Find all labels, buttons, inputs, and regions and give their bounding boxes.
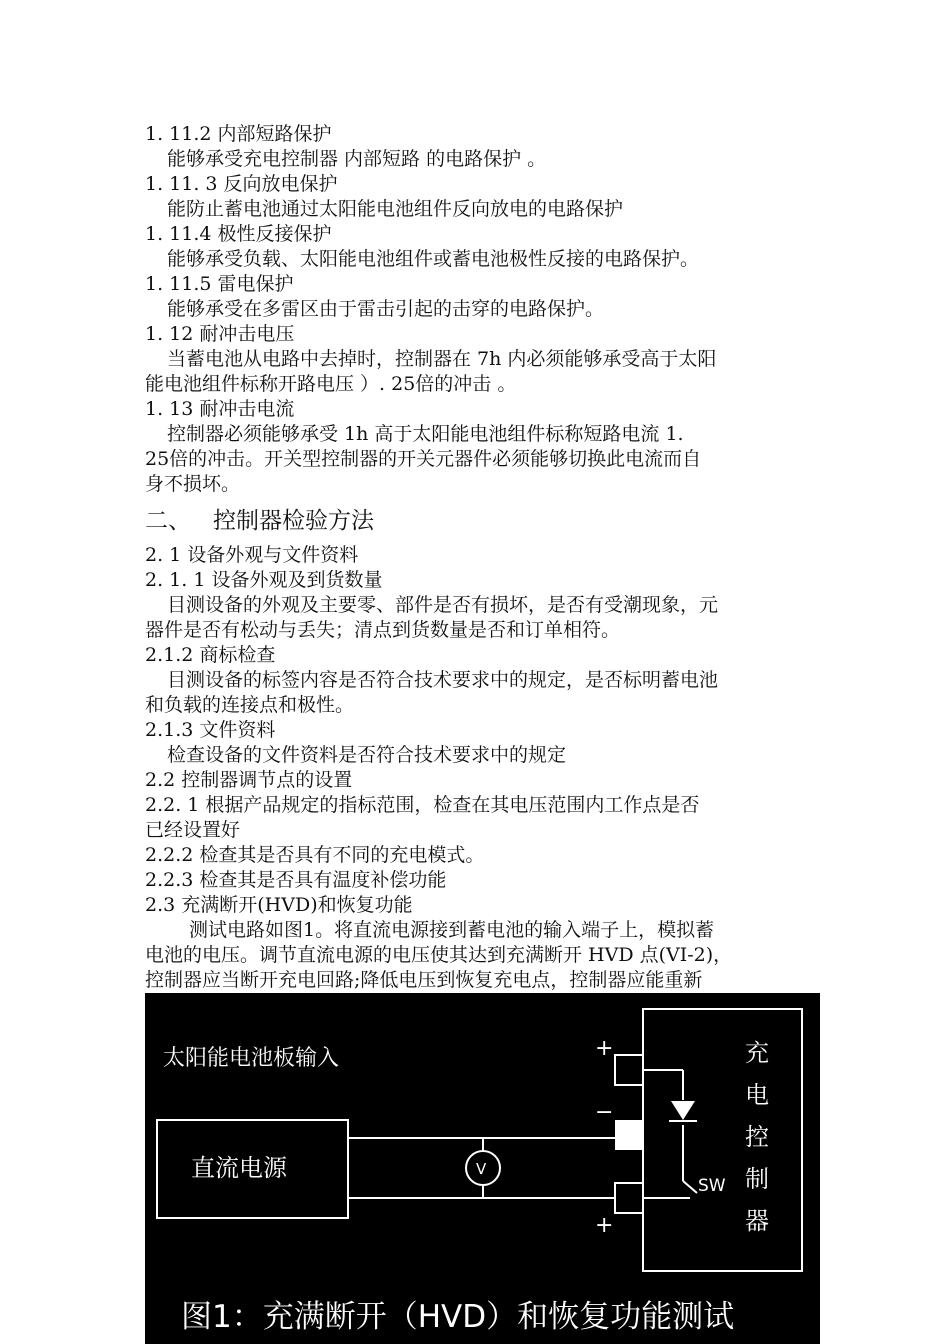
document-body: [145, 122, 810, 993]
heading-1-11-5: 1. 11.5 雷电保护: [145, 273, 294, 295]
controller-box: [643, 1009, 802, 1271]
plus-bottom-label: +: [595, 1213, 614, 1238]
switch-label: SW: [698, 1176, 726, 1196]
heading-2-1: 2. 1 设备外观与文件资料: [145, 544, 359, 566]
paragraph-line: 目测设备的外观及主要零、部件是否有损坏，是否有受潮现象，元: [167, 594, 719, 616]
heading-2-3: 2.3 充满断开(HVD)和恢复功能: [145, 894, 413, 916]
paragraph-line: 25倍的冲击。开关型控制器的开关元器件必须能够切换此电流而自: [145, 448, 702, 470]
controller-char-2: 电: [745, 1081, 769, 1109]
paragraph-line: 器件是否有松动与丢失；清点到货数量是否和订单相符。: [145, 619, 621, 641]
paragraph-line: 测试电路如图1。将直流电源接到蓄电池的输入端子上，模拟蓄: [189, 919, 715, 941]
heading-2-1-3: 2.1.3 文件资料: [145, 719, 276, 741]
heading-1-12: 1. 12 耐冲击电压: [145, 323, 295, 345]
paragraph-line: 和负载的连接点和极性。: [145, 694, 355, 716]
paragraph: 能够承受负载、太阳能电池组件或蓄电池极性反接的电路保护。: [167, 248, 700, 270]
terminal-bottom: [615, 1183, 643, 1213]
heading-2-2-1: 2.2. 1 根据产品规定的指标范围，检查在其电压范围内工作点是否: [145, 794, 700, 816]
paragraph-line: 检查设备的文件资料是否符合技术要求中的规定: [167, 744, 567, 766]
switch-blade: [683, 1181, 697, 1193]
heading-2-2-3: 2.2.3 检查其是否具有温度补偿功能: [145, 869, 447, 891]
heading-2-1-2: 2.1.2 商标检查: [145, 644, 276, 666]
paragraph-line: 控制器应当断开充电回路;降低电压到恢复充电点，控制器应能重新: [145, 969, 703, 991]
heading-2-2: 2.2 控制器调节点的设置: [145, 769, 353, 791]
paragraph-line: 电池的电压。调节直流电源的电压使其达到充满断开 HVD 点(VI-2)，: [145, 944, 733, 966]
section-heading: [145, 503, 810, 539]
controller-char-5: 器: [745, 1207, 769, 1235]
terminal-top: [615, 1055, 643, 1085]
paragraph-line: 能电池组件标称开路电压 ）. 25倍的冲击 。: [145, 373, 517, 395]
circuit-diagram: [145, 993, 820, 1344]
figure-caption: 图1：充满断开（HVD）和恢复功能测试: [181, 1299, 735, 1335]
dc-source-label: 直流电源: [191, 1154, 287, 1182]
paragraph-line: 当蓄电池从电路中去掉时，控制器在 7h 内必须能够承受高于太阳: [167, 348, 717, 370]
paragraph: 能够承受在多雷区由于雷击引起的击穿的电路保护。: [167, 298, 605, 320]
terminal-minus: [615, 1120, 643, 1150]
heading-1-11-2: 1. 11.2 内部短路保护: [145, 123, 332, 145]
heading-1-13: 1. 13 耐冲击电流: [145, 398, 295, 420]
paragraph-line: 控制器必须能够承受 1h 高于太阳能电池组件标称短路电流 1.: [167, 423, 684, 445]
section-number: 二、: [145, 508, 191, 534]
heading-1-11-4: 1. 11.4 极性反接保护: [145, 223, 332, 245]
controller-char-4: 制: [745, 1165, 769, 1193]
paragraph-line: 目测设备的标签内容是否符合技术要求中的规定，是否标明蓄电池: [167, 669, 719, 691]
heading-2-1-1: 2. 1. 1 设备外观及到货数量: [145, 569, 383, 591]
paragraph: 能够承受充电控制器 内部短路 的电路保护 。: [167, 148, 547, 170]
paragraph-line: 已经设置好: [145, 819, 241, 841]
voltmeter-symbol: V: [476, 1160, 487, 1178]
section-title: 控制器检验方法: [213, 508, 374, 534]
heading-2-2-2: 2.2.2 检查其是否具有不同的充电模式。: [145, 844, 485, 866]
controller-char-3: 控: [745, 1123, 769, 1151]
minus-label: −: [595, 1100, 614, 1125]
controller-char-1: 充: [745, 1039, 769, 1067]
diode-symbol: [671, 1101, 695, 1120]
plus-top-label: +: [595, 1036, 614, 1061]
circuit-diagram-svg: [145, 993, 820, 1344]
heading-1-11-3: 1. 11. 3 反向放电保护: [145, 173, 338, 195]
solar-input-label: 太阳能电池板输入: [163, 1046, 340, 1071]
paragraph-line: 身不损坏。: [145, 473, 241, 495]
paragraph: 能防止蓄电池通过太阳能电池组件反向放电的电路保护: [167, 198, 624, 220]
